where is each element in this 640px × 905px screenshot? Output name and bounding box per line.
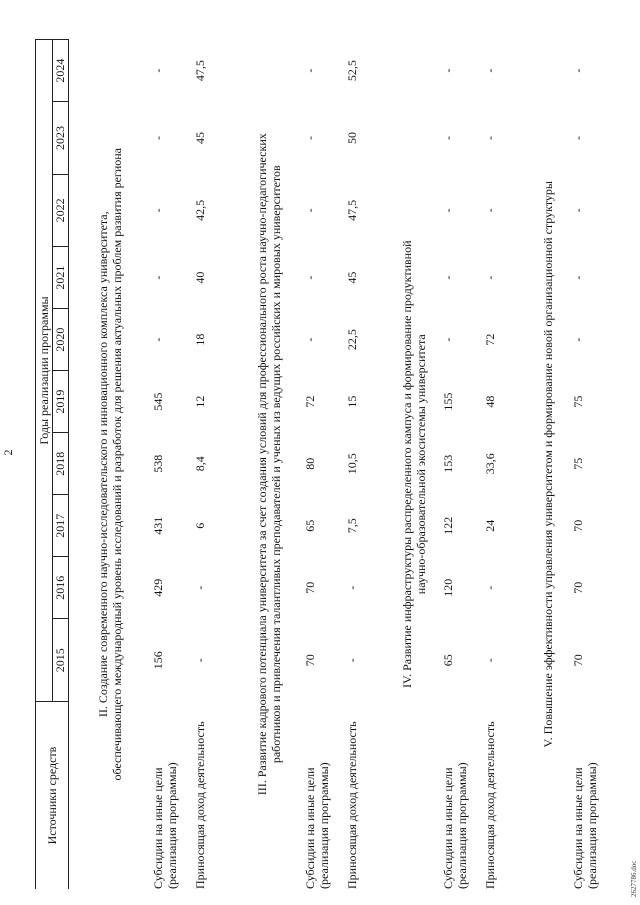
value-cell: 545: [151, 392, 165, 411]
section-title: [69, 40, 152, 890]
value-cell: 15: [345, 395, 359, 408]
value-cell: 70: [303, 654, 317, 667]
value-cell: 45: [193, 131, 207, 144]
value-cell: -: [303, 208, 317, 213]
source-label-line: Субсидии на иные цели: [571, 767, 585, 889]
value-cell: 538: [151, 454, 165, 473]
page-number: 2: [1, 449, 15, 456]
section-title-row: [69, 40, 152, 890]
section-title-line: III. Развитие кадрового потенциала университета за счет создания условий для профессионального роста научно-педагогических: [255, 133, 269, 796]
value-cell: -: [345, 585, 359, 590]
value-cell: -: [441, 208, 455, 213]
value-cell: 155: [441, 392, 455, 411]
source-label-line: (реализация программы): [455, 762, 469, 889]
footer-doc-code: 2627786.doc: [630, 860, 638, 897]
section-title-line: II. Создание современного научно-исследовательского и инновационного комплекса университета,: [96, 211, 110, 718]
value-cell: -: [441, 68, 455, 73]
year-header-cell: 2022: [53, 174, 69, 246]
source-label-cell: [193, 702, 235, 889]
source-label-line: (реализация программы): [585, 762, 599, 889]
section-title-row: [235, 40, 303, 890]
source-label-cell: [303, 702, 345, 889]
value-cell: -: [571, 337, 585, 342]
value-cell: 22,5: [345, 329, 359, 351]
year-header-cell: 2019: [53, 371, 69, 433]
value-cell: 65: [303, 519, 317, 532]
value-cell: 72: [483, 333, 497, 346]
table-row: [571, 40, 613, 890]
value-cell: -: [483, 275, 497, 280]
table-row: [345, 40, 387, 890]
source-column-header: Источники средств: [36, 702, 69, 889]
value-cell: 7,5: [345, 518, 359, 534]
source-label-line: (реализация программы): [317, 762, 331, 889]
source-label-cell: [483, 702, 525, 889]
source-label-line: Приносящая доход деятельность: [483, 721, 497, 889]
source-label-cell: [571, 702, 613, 889]
section-title: [387, 40, 441, 890]
value-cell: -: [483, 135, 497, 140]
source-label-line: Приносящая доход деятельность: [345, 721, 359, 889]
value-cell: -: [303, 135, 317, 140]
year-header-cell: 2023: [53, 102, 69, 174]
value-cell: 70: [303, 581, 317, 594]
value-cell: 72: [303, 395, 317, 408]
value-cell: -: [483, 585, 497, 590]
value-cell: 120: [441, 578, 455, 597]
section-title-line: обеспечивающего международный уровень исследований и разработок для решения актуальных проблем развития региона: [110, 147, 124, 781]
value-cell: -: [151, 337, 165, 342]
value-cell: 10,5: [345, 453, 359, 475]
value-cell: 122: [441, 516, 455, 535]
year-header-cell: 2018: [53, 433, 69, 495]
value-cell: -: [151, 208, 165, 213]
year-header-cell: 2024: [53, 40, 69, 102]
value-cell: -: [303, 275, 317, 280]
source-label-line: Субсидии на иные цели: [303, 767, 317, 889]
value-cell: 6: [193, 522, 207, 529]
table-row: [483, 40, 525, 890]
value-cell: 48: [483, 395, 497, 408]
value-cell: -: [193, 585, 207, 590]
year-header-cell: 2015: [53, 619, 69, 702]
value-cell: -: [441, 275, 455, 280]
value-cell: 42,5: [193, 199, 207, 221]
source-label-cell: [151, 702, 193, 889]
value-cell: -: [483, 208, 497, 213]
table-row: [151, 40, 193, 890]
value-cell: -: [483, 68, 497, 73]
value-cell: 45: [345, 271, 359, 284]
table-row: [193, 40, 235, 890]
value-cell: 50: [345, 131, 359, 144]
value-cell: -: [193, 658, 207, 663]
section-title-line: IV. Развитие инфраструктуры распределенного кампуса и формирование продуктивной: [400, 240, 414, 689]
value-cell: 40: [193, 271, 207, 284]
year-header-cell: 2017: [53, 495, 69, 557]
value-cell: -: [303, 337, 317, 342]
years-group-header: Годы реализации программы: [36, 40, 53, 702]
value-cell: -: [151, 275, 165, 280]
value-cell: 75: [571, 395, 585, 408]
value-cell: 429: [151, 578, 165, 597]
table-row: [303, 40, 345, 890]
value-cell: -: [441, 135, 455, 140]
section-title-line: научно-образовательной экосистемы университета: [414, 334, 428, 595]
value-cell: 156: [151, 651, 165, 670]
section-title-line: V. Повышение эффективности управления университетом и формирование новой организационной структуры: [541, 181, 555, 748]
value-cell: 52,5: [345, 60, 359, 82]
section-title-row: [525, 40, 571, 890]
source-label-line: Приносящая доход деятельность: [193, 721, 207, 889]
value-cell: 70: [571, 581, 585, 594]
value-cell: 80: [303, 457, 317, 470]
source-label-line: Субсидии на иные цели: [151, 767, 165, 889]
value-cell: 47,5: [193, 60, 207, 82]
value-cell: 8,4: [193, 456, 207, 472]
year-header-cell: 2020: [53, 309, 69, 371]
value-cell: -: [151, 68, 165, 73]
value-cell: 70: [571, 654, 585, 667]
value-cell: -: [571, 208, 585, 213]
year-header-cell: 2016: [53, 557, 69, 619]
value-cell: -: [345, 658, 359, 663]
value-cell: 24: [483, 519, 497, 532]
section-title: [525, 40, 571, 890]
section-title-line: работников и привлечения талантливых преподавателей и ученых из ведущих российских и мировых университетов: [269, 165, 283, 764]
value-cell: -: [303, 68, 317, 73]
source-label-line: Субсидии на иные цели: [441, 767, 455, 889]
value-cell: 18: [193, 333, 207, 346]
table-body: [69, 40, 614, 890]
value-cell: -: [483, 658, 497, 663]
value-cell: 70: [571, 519, 585, 532]
value-cell: -: [571, 275, 585, 280]
value-cell: 33,6: [483, 453, 497, 475]
value-cell: 153: [441, 454, 455, 473]
value-cell: 65: [441, 654, 455, 667]
source-label-cell: [345, 702, 387, 889]
section-title: [235, 40, 303, 890]
year-header-cell: 2021: [53, 247, 69, 309]
value-cell: 75: [571, 457, 585, 470]
value-cell: -: [441, 337, 455, 342]
value-cell: 47,5: [345, 199, 359, 221]
value-cell: 12: [193, 395, 207, 408]
table-row: [441, 40, 483, 890]
value-cell: -: [151, 135, 165, 140]
section-title-row: [387, 40, 441, 890]
value-cell: -: [571, 68, 585, 73]
funding-table: [35, 39, 613, 889]
value-cell: 431: [151, 516, 165, 535]
value-cell: -: [571, 135, 585, 140]
source-label-line: (реализация программы): [165, 762, 179, 889]
source-label-cell: [441, 702, 483, 889]
